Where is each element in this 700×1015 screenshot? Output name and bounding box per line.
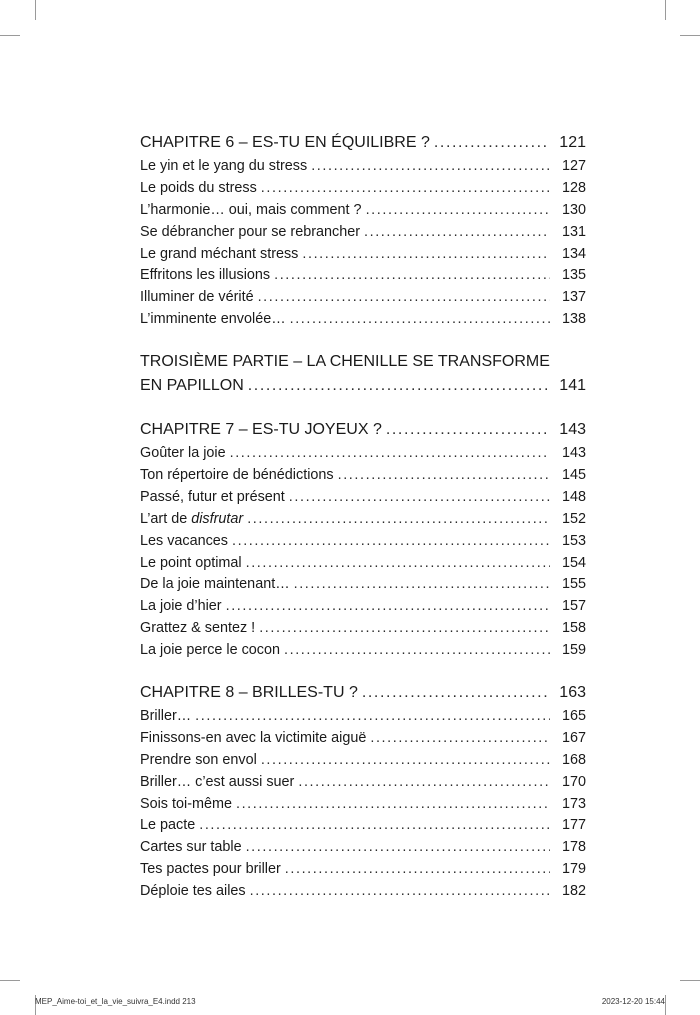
page-number: 143 (561, 445, 586, 462)
section-spacer (140, 401, 586, 421)
page-number: 135 (561, 267, 586, 284)
page-number: 130 (561, 201, 586, 218)
page-number: 178 (561, 839, 586, 856)
page-number: 138 (561, 311, 586, 328)
toc-entry (140, 642, 586, 664)
entry-title: Cartes sur table (140, 839, 242, 856)
dot-leader (226, 598, 550, 614)
toc-entry (140, 576, 586, 598)
entry-title: La joie d’hier (140, 598, 222, 615)
dot-leader (261, 180, 550, 196)
page-number: 155 (561, 576, 586, 593)
toc-entry (140, 246, 586, 268)
toc-entry (140, 752, 586, 774)
page-number: 168 (561, 751, 586, 768)
toc-entry (140, 289, 586, 311)
toc-entry (140, 445, 586, 467)
entry-title: De la joie maintenant… (140, 576, 290, 593)
dot-leader (246, 555, 550, 571)
entry-title-italic: disfrutar (191, 510, 244, 527)
entry-title: Ton répertoire de bénédictions (140, 467, 334, 484)
page-number: 154 (561, 554, 586, 571)
toc-chapter-7 (140, 421, 586, 445)
entry-title: Prendre son envol (140, 751, 257, 768)
crop-mark-top-right (665, 0, 666, 20)
dot-leader (284, 642, 550, 658)
dot-leader (386, 421, 550, 439)
dot-leader (298, 774, 550, 790)
page-number: 131 (561, 223, 586, 240)
dot-leader (246, 839, 550, 855)
toc-entry (140, 267, 586, 289)
chapter-title: CHAPITRE 6 – ES-TU EN ÉQUILIBRE ? (140, 134, 430, 151)
crop-mark-top-left (35, 0, 36, 20)
dot-leader (311, 158, 550, 174)
entry-title: L’harmonie… oui, mais comment ? (140, 201, 362, 218)
crop-mark-right-bottom (680, 980, 700, 981)
entry-title: Effritons les illusions (140, 267, 271, 284)
page-number: 153 (561, 532, 586, 549)
toc-entry (140, 817, 586, 839)
dot-leader (248, 377, 550, 395)
entry-title: Déploie tes ailes (140, 883, 246, 900)
crop-mark-bottom-right (665, 995, 666, 1015)
page-number: 137 (561, 289, 586, 306)
page-number: 152 (561, 510, 586, 527)
toc-entry (140, 158, 586, 180)
dot-leader (366, 202, 550, 218)
page-number: 134 (561, 245, 586, 262)
toc-entry (140, 774, 586, 796)
entry-title: Briller… c’est aussi suer (140, 773, 295, 790)
page-number: 165 (561, 708, 586, 725)
toc-entry (140, 708, 586, 730)
dot-leader (294, 576, 550, 592)
toc-part-3 (140, 377, 586, 401)
page-number: 167 (561, 729, 586, 746)
entry-title: Tes pactes pour briller (140, 861, 281, 878)
dot-leader (199, 817, 550, 833)
page-number: 157 (561, 598, 586, 615)
toc-entry (140, 620, 586, 642)
dot-leader (250, 883, 550, 899)
dot-leader (261, 752, 550, 768)
page-number: 158 (561, 620, 586, 637)
toc-entry (140, 511, 586, 533)
entry-title: Finissons-en avec la victimite aiguë (140, 729, 367, 746)
entry-title-prefix: L’art de (140, 510, 192, 527)
dot-leader (285, 861, 550, 877)
entry-title: Se débrancher pour se rebrancher (140, 223, 360, 240)
toc-entry (140, 883, 586, 905)
section-spacer (140, 333, 586, 353)
page-number: 145 (561, 467, 586, 484)
entry-title: Grattez & sentez ! (140, 620, 256, 637)
page-number: 143 (559, 421, 586, 439)
dot-leader (302, 246, 550, 262)
part-title-line-1: TROISIÈME PARTIE – LA CHENILLE SE TRANSFORME (140, 353, 550, 371)
toc-entry (140, 489, 586, 511)
toc-entry (140, 796, 586, 818)
toc-chapter-8 (140, 684, 586, 708)
entry-title: Le pacte (140, 817, 196, 834)
entry-title: Le point optimal (140, 554, 242, 571)
page-number: 159 (561, 642, 586, 659)
toc-entry (140, 730, 586, 752)
page-number: 128 (561, 179, 586, 196)
page-number: 179 (561, 861, 586, 878)
entry-title: Goûter la joie (140, 445, 226, 462)
page-number: 177 (561, 817, 586, 834)
page-number: 121 (559, 134, 586, 151)
toc-entry (140, 180, 586, 202)
page-number: 163 (559, 684, 586, 702)
dot-leader (434, 134, 550, 152)
toc-entry (140, 311, 586, 333)
dot-leader (236, 796, 550, 812)
print-slug (35, 997, 665, 1006)
dot-leader (290, 311, 550, 327)
entry-title: Illuminer de vérité (140, 289, 254, 306)
page-number: 170 (561, 773, 586, 790)
toc-entry (140, 598, 586, 620)
page-number: 127 (561, 158, 586, 174)
dot-leader (274, 267, 550, 283)
crop-mark-right-top (680, 35, 700, 36)
dot-leader (289, 489, 550, 505)
entry-title: Sois toi-même (140, 795, 232, 812)
print-timestamp: 2023-12-20 15:44 (601, 997, 665, 1006)
entry-title (140, 511, 243, 527)
chapter-title: CHAPITRE 7 – ES-TU JOYEUX ? (140, 421, 382, 439)
entry-title: Les vacances (140, 532, 228, 549)
dot-leader (370, 730, 550, 746)
dot-leader (195, 708, 550, 724)
toc-entry (140, 839, 586, 861)
toc-entry (140, 533, 586, 555)
part-title-line-2: EN PAPILLON (140, 377, 244, 395)
section-spacer (140, 664, 586, 684)
entry-title: Passé, futur et présent (140, 488, 285, 505)
toc-entry (140, 861, 586, 883)
indd-file-name: MEP_Aime-toi_et_la_vie_suivra_E4.indd 213 (35, 997, 196, 1006)
toc-entry (140, 224, 586, 246)
dot-leader (259, 620, 550, 636)
toc-entry (140, 202, 586, 224)
toc-entry (140, 555, 586, 577)
entry-title: Le yin et le yang du stress (140, 158, 308, 174)
page-number: 148 (561, 488, 586, 505)
entry-title: Le poids du stress (140, 179, 257, 196)
dot-leader (258, 289, 550, 305)
entry-title: La joie perce le cocon (140, 642, 280, 659)
dot-leader (364, 224, 550, 240)
dot-leader (247, 511, 550, 527)
page-number: 182 (561, 883, 586, 900)
dot-leader (232, 533, 550, 549)
toc-chapter-6 (140, 134, 586, 158)
dot-leader (338, 467, 550, 483)
table-of-contents (140, 134, 586, 905)
entry-title: Le grand méchant stress (140, 245, 299, 262)
chapter-title: CHAPITRE 8 – BRILLES-TU ? (140, 684, 358, 702)
entry-title: Briller… (140, 708, 192, 725)
entry-title: L’imminente envolée… (140, 311, 286, 328)
page-number: 173 (561, 795, 586, 812)
dot-leader (362, 684, 550, 702)
dot-leader (230, 445, 550, 461)
crop-mark-left-bottom (0, 980, 20, 981)
page-number: 141 (559, 377, 586, 395)
crop-mark-left-top (0, 35, 20, 36)
toc-entry (140, 467, 586, 489)
